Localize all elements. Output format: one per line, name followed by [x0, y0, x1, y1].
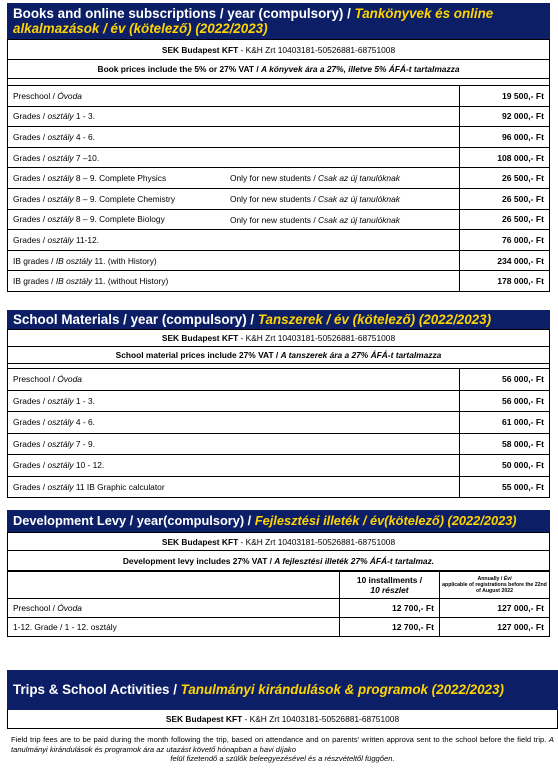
books-section	[7, 3, 550, 292]
levy-col-annual-note: applicable of registrations before the 22nd of August 2022	[442, 582, 547, 594]
row-price: 108 000,- Ft	[460, 147, 550, 168]
bank-company: SEK Budapest KFT	[161, 333, 239, 343]
row-label-en: Grades /	[13, 131, 48, 142]
materials-vat-en: School material prices include 27% VAT /	[115, 350, 281, 360]
row-label-en: Grades /	[13, 152, 48, 163]
row-label-en: Grades /	[13, 481, 48, 492]
row-label	[8, 106, 460, 127]
row-label-en: IB grades /	[13, 276, 56, 287]
row-label	[8, 86, 460, 107]
new-students-note-en: Only for new students /	[230, 214, 318, 225]
row-label-detail: 7 –10.	[73, 152, 100, 163]
row-label-en: Grades /	[13, 193, 48, 204]
row-label-hu: Óvoda	[57, 90, 82, 101]
row-label-hu: osztály	[47, 417, 74, 428]
levy-title-banner	[7, 510, 550, 532]
row-label	[8, 168, 460, 189]
trips-note-hu-1: A tanulmányi kirándulások és programok ára az utazást követő hónapban a havi díjako	[11, 735, 554, 754]
levy-col-annual-en: Annually /	[477, 576, 504, 582]
books-vat-en: Book prices include the 5% or 27% VAT /	[97, 64, 262, 74]
row-price: 19 500,- Ft	[460, 86, 550, 107]
table-row	[8, 147, 550, 168]
row-label	[8, 230, 460, 251]
row-label-hu: osztály	[47, 173, 74, 184]
row-price: 178 000,- Ft	[460, 271, 550, 292]
trips-note-hu-2: felül fizetendő a szülők beleegyezésével és a részvételtől függően.	[170, 754, 395, 763]
row-label-detail: 8 – 9. Complete Chemistry	[73, 193, 176, 204]
row-label-hu: osztály	[47, 152, 74, 163]
books-table	[7, 39, 550, 79]
trips-title-hu: Tanulmányi kirándulások & programok (2022/2023)	[180, 682, 504, 697]
bank-account: - K&H Zrt 10403181-50526881-68751008	[238, 536, 396, 547]
row-label	[8, 476, 460, 498]
materials-section	[7, 310, 550, 498]
new-students-note-hu: Csak az új tanulóknak	[317, 173, 400, 184]
table-row	[8, 188, 550, 209]
books-title-en: Books and online subscriptions / year (compulsory) /	[13, 6, 355, 21]
row-label-hu: osztály	[47, 131, 74, 142]
table-row	[8, 230, 550, 251]
new-students-note-hu: Csak az új tanulóknak	[317, 193, 400, 204]
row-label	[8, 127, 460, 148]
row-price: 92 000,- Ft	[460, 106, 550, 127]
materials-title-hu: Tanszerek / év (kötelező) (2022/2023)	[257, 312, 492, 327]
row-label-en: Grades /	[13, 214, 48, 225]
row-label-hu: IB osztály	[55, 276, 93, 287]
levy-title-en: Development Levy / year(compulsory) /	[13, 513, 255, 528]
row-label-detail: 4 - 6.	[73, 417, 95, 428]
row-label-detail: 8 – 9. Complete Physics	[73, 173, 167, 184]
row-label	[8, 618, 340, 637]
levy-col-annual-hu: Évi	[503, 576, 512, 582]
trips-bank-line	[7, 710, 558, 729]
row-label	[8, 599, 340, 618]
row-label-en: Grades /	[13, 417, 48, 428]
row-label-en: Grades /	[13, 111, 48, 122]
row-label-hu: osztály	[47, 193, 74, 204]
trips-note	[7, 729, 558, 775]
books-vat-hu: A könyvek ára a 27%, illetve 5% ÁFÁ-t tartalmazza	[261, 64, 460, 74]
materials-title-banner	[7, 310, 550, 329]
row-label-detail: 10 - 12.	[73, 460, 105, 471]
row-label-hu: osztály	[47, 438, 74, 449]
trips-section	[7, 670, 558, 775]
row-installment-price: 12 700,- Ft	[340, 618, 440, 637]
books-title-hu: Tankönyvek és online alkalmazások / év (kötelező) (2022/2023)	[13, 6, 494, 36]
row-label-detail: 7 - 9.	[73, 438, 95, 449]
books-vat-note	[8, 60, 550, 79]
new-students-note	[230, 173, 400, 183]
row-label-detail: 1 - 3.	[73, 395, 95, 406]
new-students-note-en: Only for new students /	[230, 173, 318, 184]
levy-vat-note	[8, 551, 550, 571]
new-students-note	[230, 194, 400, 204]
row-label-hu: osztály	[47, 214, 74, 225]
row-label-en: Grades /	[13, 438, 48, 449]
row-label-en: Preschool /	[13, 603, 58, 613]
materials-vat-note	[8, 347, 550, 364]
materials-price-table	[7, 368, 550, 498]
row-label-hu: Óvoda	[57, 374, 82, 385]
row-label	[8, 250, 460, 271]
row-label-detail: 4 - 6.	[73, 131, 95, 142]
row-price: 55 000,- Ft	[460, 476, 550, 498]
levy-header-blank	[8, 572, 340, 599]
table-row	[8, 168, 550, 189]
row-label-hu: IB osztály	[55, 255, 93, 266]
row-label-en: 1-12. Grade / 1 - 12. osztály	[13, 622, 117, 632]
row-label-detail: 11 IB Graphic calculator	[73, 481, 165, 492]
materials-title-en: School Materials / year (compulsory) /	[13, 312, 258, 327]
bank-company: SEK Budapest KFT	[165, 714, 243, 724]
row-label-en: Preschool /	[13, 90, 58, 101]
levy-section	[7, 510, 550, 637]
table-row	[8, 369, 550, 391]
bank-account: - K&H Zrt 10403181-50526881-68751008	[238, 44, 396, 55]
row-label-en: Grades /	[13, 395, 48, 406]
table-row	[8, 209, 550, 230]
row-label	[8, 209, 460, 230]
row-label-en: Grades /	[13, 234, 48, 245]
books-price-table	[7, 85, 550, 292]
bank-account: - K&H Zrt 10403181-50526881-68751008	[238, 333, 396, 343]
row-label-detail: 8 – 9. Complete Biology	[73, 214, 165, 225]
row-label-detail: 1 - 3.	[73, 111, 95, 122]
bank-line	[8, 533, 550, 551]
row-label-en: IB grades /	[13, 255, 56, 266]
row-label	[8, 433, 460, 455]
row-label	[8, 455, 460, 477]
levy-col-installments	[340, 572, 440, 599]
row-price: 56 000,- Ft	[460, 369, 550, 391]
row-label-hu: osztály	[47, 395, 74, 406]
row-price: 96 000,- Ft	[460, 127, 550, 148]
row-label-hu: osztály	[47, 111, 74, 122]
row-label-hu: osztály	[47, 234, 74, 245]
levy-vat-hu: A fejlesztési illeték 27% ÁFÁ-t tartalmaz.	[274, 555, 435, 566]
table-row	[8, 599, 550, 618]
table-row	[8, 455, 550, 477]
bank-line	[8, 330, 550, 347]
new-students-note	[230, 215, 400, 225]
table-row	[8, 250, 550, 271]
table-row	[8, 412, 550, 434]
bank-company: SEK Budapest KFT	[161, 44, 239, 55]
table-row	[8, 433, 550, 455]
row-annual-price: 127 000,- Ft	[440, 618, 550, 637]
levy-col-annual	[440, 572, 550, 599]
trips-title-en: Trips & School Activities /	[13, 682, 181, 697]
levy-table	[7, 532, 550, 571]
trips-note-en: Field trip fees are to be paid during the month following the trip, based on attendance and on parents' written approva sent to the school before the field trip.	[11, 735, 549, 744]
row-label-en: Grades /	[13, 460, 48, 471]
row-label-detail: 11. (without History)	[92, 276, 169, 287]
bank-account: - K&H Zrt 10403181-50526881-68751008	[242, 714, 400, 724]
row-label	[8, 147, 460, 168]
row-label	[8, 369, 460, 391]
levy-col-installments-hu: 10 részlet	[370, 585, 409, 595]
table-row	[8, 127, 550, 148]
table-row	[8, 476, 550, 498]
bank-line	[8, 40, 550, 60]
row-label-hu: osztály	[47, 481, 74, 492]
row-installment-price: 12 700,- Ft	[340, 599, 440, 618]
row-label-hu: osztály	[47, 460, 74, 471]
levy-vat-en: Development levy includes 27% VAT /	[122, 555, 275, 566]
row-label-en: Preschool /	[13, 374, 58, 385]
levy-title-hu: Fejlesztési illeték / év(kötelező) (2022/2023)	[254, 513, 517, 528]
table-row	[8, 271, 550, 292]
row-label-en: Grades /	[13, 173, 48, 184]
row-price: 26 500,- Ft	[460, 168, 550, 189]
row-label-hu: Óvoda	[57, 603, 82, 613]
row-price: 234 000,- Ft	[460, 250, 550, 271]
row-price: 50 000,- Ft	[460, 455, 550, 477]
row-label-detail: 11. (with History)	[92, 255, 157, 266]
row-price: 61 000,- Ft	[460, 412, 550, 434]
levy-col-installments-en: 10 installments /	[356, 575, 423, 585]
materials-table	[7, 329, 550, 364]
levy-price-table	[7, 571, 550, 637]
new-students-note-hu: Csak az új tanulóknak	[317, 214, 400, 225]
row-price: 26 500,- Ft	[460, 209, 550, 230]
row-price: 58 000,- Ft	[460, 433, 550, 455]
row-label-detail: 11-12.	[73, 234, 99, 245]
materials-vat-hu: A tanszerek ára a 27% ÁFÁ-t tartalmazza	[280, 350, 442, 360]
new-students-note-en: Only for new students /	[230, 193, 318, 204]
row-price: 56 000,- Ft	[460, 390, 550, 412]
row-price: 26 500,- Ft	[460, 188, 550, 209]
table-row	[8, 86, 550, 107]
table-row	[8, 618, 550, 637]
row-label	[8, 188, 460, 209]
row-label	[8, 412, 460, 434]
row-price: 76 000,- Ft	[460, 230, 550, 251]
table-row	[8, 390, 550, 412]
books-title-banner	[7, 3, 550, 39]
row-label	[8, 271, 460, 292]
trips-title-banner	[7, 670, 558, 710]
table-row	[8, 106, 550, 127]
bank-company: SEK Budapest KFT	[161, 536, 239, 547]
row-annual-price: 127 000,- Ft	[440, 599, 550, 618]
row-label	[8, 390, 460, 412]
